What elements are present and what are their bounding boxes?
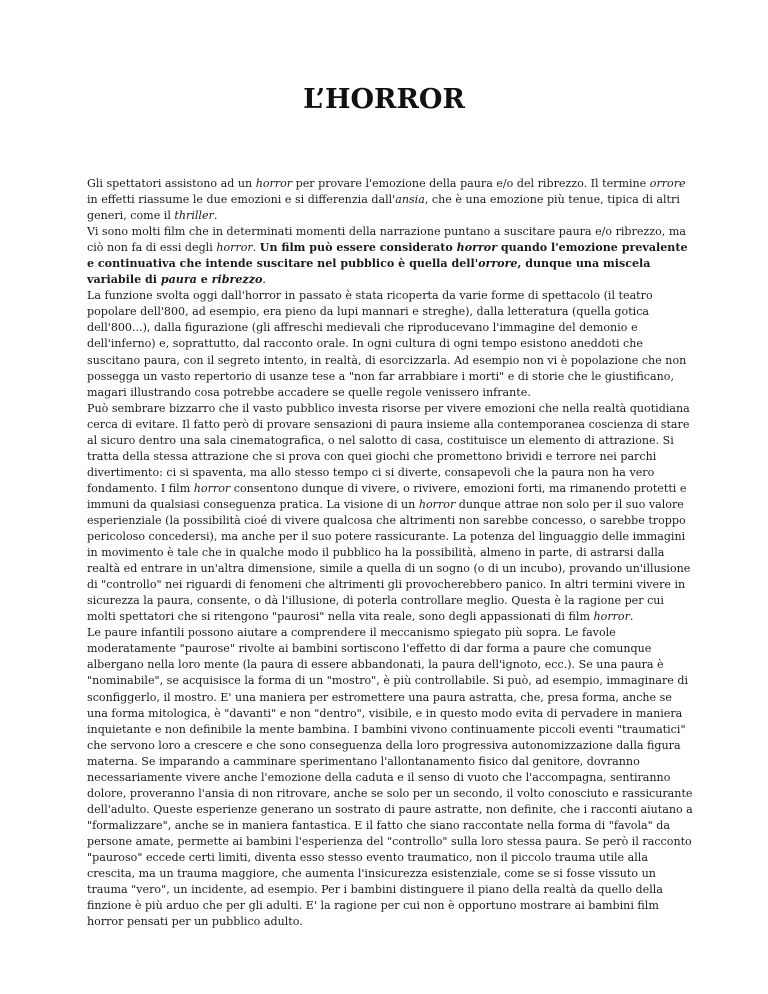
italic-term: horror bbox=[193, 481, 231, 495]
italic-term: horror bbox=[418, 497, 456, 511]
italic-term: horror bbox=[255, 177, 293, 190]
italic-term: ribrezzo bbox=[211, 273, 263, 287]
paragraph-history: La funzione svolta oggi dall'horror in passato è stata ricoperta da varie forme di spettacolo (il teatro popolare dell'800, ad esempio, era pieno da lupi mannari e streghe), dalla letteratura (quella gotica dell'800...), dalla figurazione (gli affreschi medievali che riproducevano l'immagine del demonio e dell'inferno) e, soprattutto, dal racconto orale. In ogni cultura di ogni tempo esistono aneddoti che suscitano paura, con il segreto intento, in realtà, di esorcizzarla. Ad esempio non vi è popolazione che non possegga un vasto repertorio di usanze tese a "non far arrabbiare i morti" e di storie che le giustificano, magari illustrando cosa potrebbe accadere se quelle regole venissero infrante. bbox=[87, 289, 687, 399]
italic-term: horror bbox=[456, 241, 498, 255]
text-run: Gli spettatori assistono ad un bbox=[87, 177, 256, 190]
text-run: quando l'emozione prevalente e continuativa che intende suscitare nel pubblico è quella dell' bbox=[87, 241, 688, 271]
italic-term: orrore bbox=[478, 257, 518, 271]
text-run: in effetti riassume le due emozioni e si differenzia dall' bbox=[87, 193, 396, 207]
text-run: . bbox=[213, 209, 218, 223]
page-title: L’HORROR bbox=[303, 84, 465, 115]
italic-term: paura bbox=[160, 273, 197, 287]
text-run: Vi sono molti film che in determinati momenti della narrazione puntano a suscitare paura e/o ribrezzo, ma ciò non fa di essi degli bbox=[87, 225, 686, 255]
text-run: . bbox=[629, 610, 634, 624]
text-run: dunque attrae non solo per il suo valore esperienziale (la possibilità cioé di vivere qualcosa che altrimenti non sarebbe concesso, o sarebbe troppo pericoloso concedersi), ma anche per il suo potere rassicurante. La potenza del linguaggio delle immagini in movimento è tale che in qualche modo il pubblico ha la possibilità, almeno in parte, di astrarsi dalla realtà ed entrare in un'altra dimensione, simile a quella di un sogno (o di un incubo), provando un'illusione di "controllo" nei riguardi di fenomeni che altrimenti gli provocherebbero panico. In altri termini vivere in sicurezza la paura, consente, o dà l'illusione, di poterla controllare meglio. Questa è la ragione per cui molti spettatori che si ritengono "paurosi" nella vita reale, sono degli appassionati di film bbox=[87, 497, 691, 624]
text-run: per provare l'emozione della paura e/o del ribrezzo. Il termine bbox=[292, 177, 650, 190]
text-run: consentono dunque di vivere, o rivivere, emozioni forti, ma rimanendo protetti e immuni da qualsiasi conseguenza pratica. La visione di un bbox=[87, 481, 687, 511]
text-run: e bbox=[196, 273, 212, 287]
document-body bbox=[87, 176, 693, 930]
text-run: Può sembrare bizzarro che il vasto pubblico investa risorse per vivere emozioni che nella realtà quotidiana cerca di evitare. Il fatto però di provare sensazioni di paura insieme alla contemporanea coscienza di stare al sicuro dentro una sala cinematografica, o nel salotto di casa, costituisce un elemento di attrazione. Si tratta della stessa attrazione che si prova con quei giochi che promettono brividi e terrore nei parchi divertimento: ci si spaventa, ma allo stesso tempo ci si diverte, consapevoli che la paura non ha vero fondamento. I film bbox=[87, 401, 690, 495]
paragraph-definition bbox=[87, 224, 693, 288]
paragraph-children: Le paure infantili possono aiutare a comprendere il meccanismo spiegato più sopra. Le favole moderatamente "paurose" rivolte ai bambini sortiscono l'effetto di dar forma a paure che comunque albergano nella loro mente (la paura di essere abbandonati, la paura dell'ignoto, ecc.). Se una paura è "nominabile", se acquisisce la forma di un "mostro", è più controllabile. Si può, ad esempio, immaginare di sconfiggerlo, il mostro. E' una maniera per estromettere una paura astratta, che, presa forma, anche se una forma mitologica, è "davanti" e non "dentro", visibile, e in questo modo evita di pervadere in maniera inquietante e non definibile la mente bambina. I bambini vivono continuamente piccoli eventi "traumatici" che servono loro a crescere e che sono conseguenza della loro progressiva autonomizzazione dalla figura materna. Se imparando a camminare sperimentano l'allontanamento fisico dal genitore, dovranno necessariamente vivere anche l'emozione della caduta e il senso di vuoto che l'accompagna, sentiranno dolore, proveranno l'ansia di non ritrovare, anche se solo per un secondo, il volto conosciuto e rassicurante dell'adulto. Queste esperienze generano un sostrato di paure astratte, non definite, che i racconti aiutano a "formalizzare", anche se in maniera fantastica. E il fatto che siano raccontate nella forma di "favola" da persone amate, permette ai bambini l'esperienza del "controllo" sulla loro stessa paura. Se però il racconto "pauroso" eccede certi limiti, diventa esso stesso evento traumatico, non il piccolo trauma utile alla crescita, ma un trauma maggiore, che aumenta l'insicurezza esistenziale, come se si fosse vissuto un trauma "vero", un incidente, ad esempio. Per i bambini distinguere il piano della realtà da quello della finzione è più arduo che per gli adulti. E' la ragione per cui non è opportuno mostrare ai bambini film horror pensati per un pubblico adulto. bbox=[87, 626, 693, 929]
italic-term: ansia bbox=[395, 193, 425, 207]
italic-term: horror bbox=[216, 241, 253, 255]
paragraph-attraction bbox=[87, 401, 693, 626]
paragraph-intro bbox=[87, 176, 693, 224]
text-run: , dunque una miscela variabile di bbox=[87, 257, 651, 287]
text-run: Un film può essere considerato bbox=[259, 241, 457, 255]
text-run: . bbox=[262, 273, 266, 287]
text-run: , che è una emozione più tenue, tipica di altri generi, come il bbox=[87, 193, 680, 223]
italic-term: horror bbox=[593, 610, 630, 624]
italic-term: thriller bbox=[174, 209, 214, 223]
italic-term: orrore bbox=[649, 177, 686, 190]
text-run: . bbox=[252, 241, 260, 255]
